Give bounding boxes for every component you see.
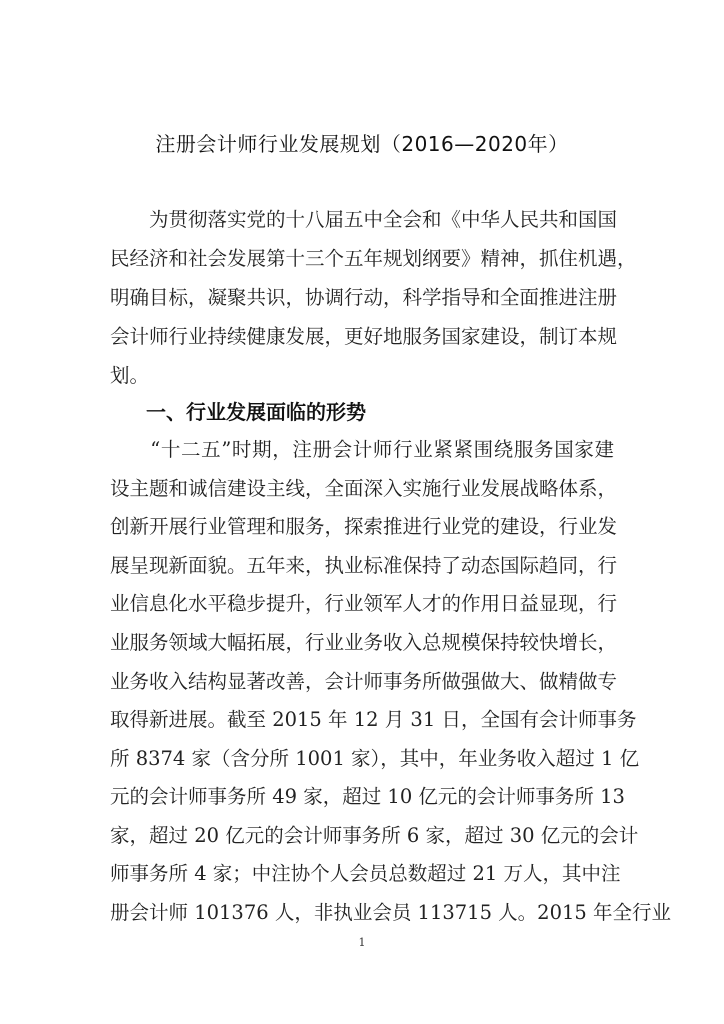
paragraph-line: 业务收入结构显著改善，会计师事务所做强做大、做精做专 [110, 670, 618, 693]
paragraph-line: 为贯彻落实党的十八届五中全会和《中华人民共和国国 [110, 208, 618, 231]
section-heading: 一、行业发展面临的形势 [146, 400, 366, 424]
paragraph-line: 设主题和诚信建设主线，全面深入实施行业发展战略体系， [110, 477, 618, 500]
paragraph-line: 民经济和社会发展第十三个五年规划纲要》精神，抓住机遇， [110, 247, 637, 270]
page-number: 1 [358, 936, 366, 949]
paragraph-line: 所 8374 家（含分所 1001 家），其中，年业务收入超过 1 亿 [110, 747, 640, 770]
paragraph-line: 创新开展行业管理和服务，探索推进行业党的建设，行业发 [110, 515, 618, 538]
paragraph-line: 业信息化水平稳步提升，行业领军人才的作用日益显现，行 [110, 592, 618, 615]
paragraph-line: 册会计师 101376 人，非执业会员 113715 人。2015 年全行业 [110, 901, 671, 924]
paragraph-line: 取得新进展。截至 2015 年 12 月 31 日，全国有会计师事务 [110, 708, 637, 731]
paragraph-line: “十二五”时期，注册会计师行业紧紧围绕服务国家建 [110, 438, 614, 461]
paragraph-line: 元的会计师事务所 49 家，超过 10 亿元的会计师事务所 13 [110, 785, 625, 808]
paragraph-line: 业服务领域大幅拓展，行业业务收入总规模保持较快增长， [110, 631, 618, 654]
paragraph-line: 划。 [110, 364, 150, 387]
paragraph-line: 家，超过 20 亿元的会计师事务所 6 家，超过 30 亿元的会计 [110, 824, 639, 847]
document-title: 注册会计师行业发展规划（2016—2020年） [155, 132, 569, 156]
paragraph-line: 师事务所 4 家；中注协个人会员总数超过 21 万人，其中注 [110, 862, 621, 885]
paragraph-line: 会计师行业持续健康发展，更好地服务国家建设，制订本规 [110, 325, 618, 348]
paragraph-line: 明确目标，凝聚共识，协调行动，科学指导和全面推进注册 [110, 286, 618, 309]
paragraph-line: 展呈现新面貌。五年来，执业标准保持了动态国际趋同，行 [110, 554, 618, 577]
